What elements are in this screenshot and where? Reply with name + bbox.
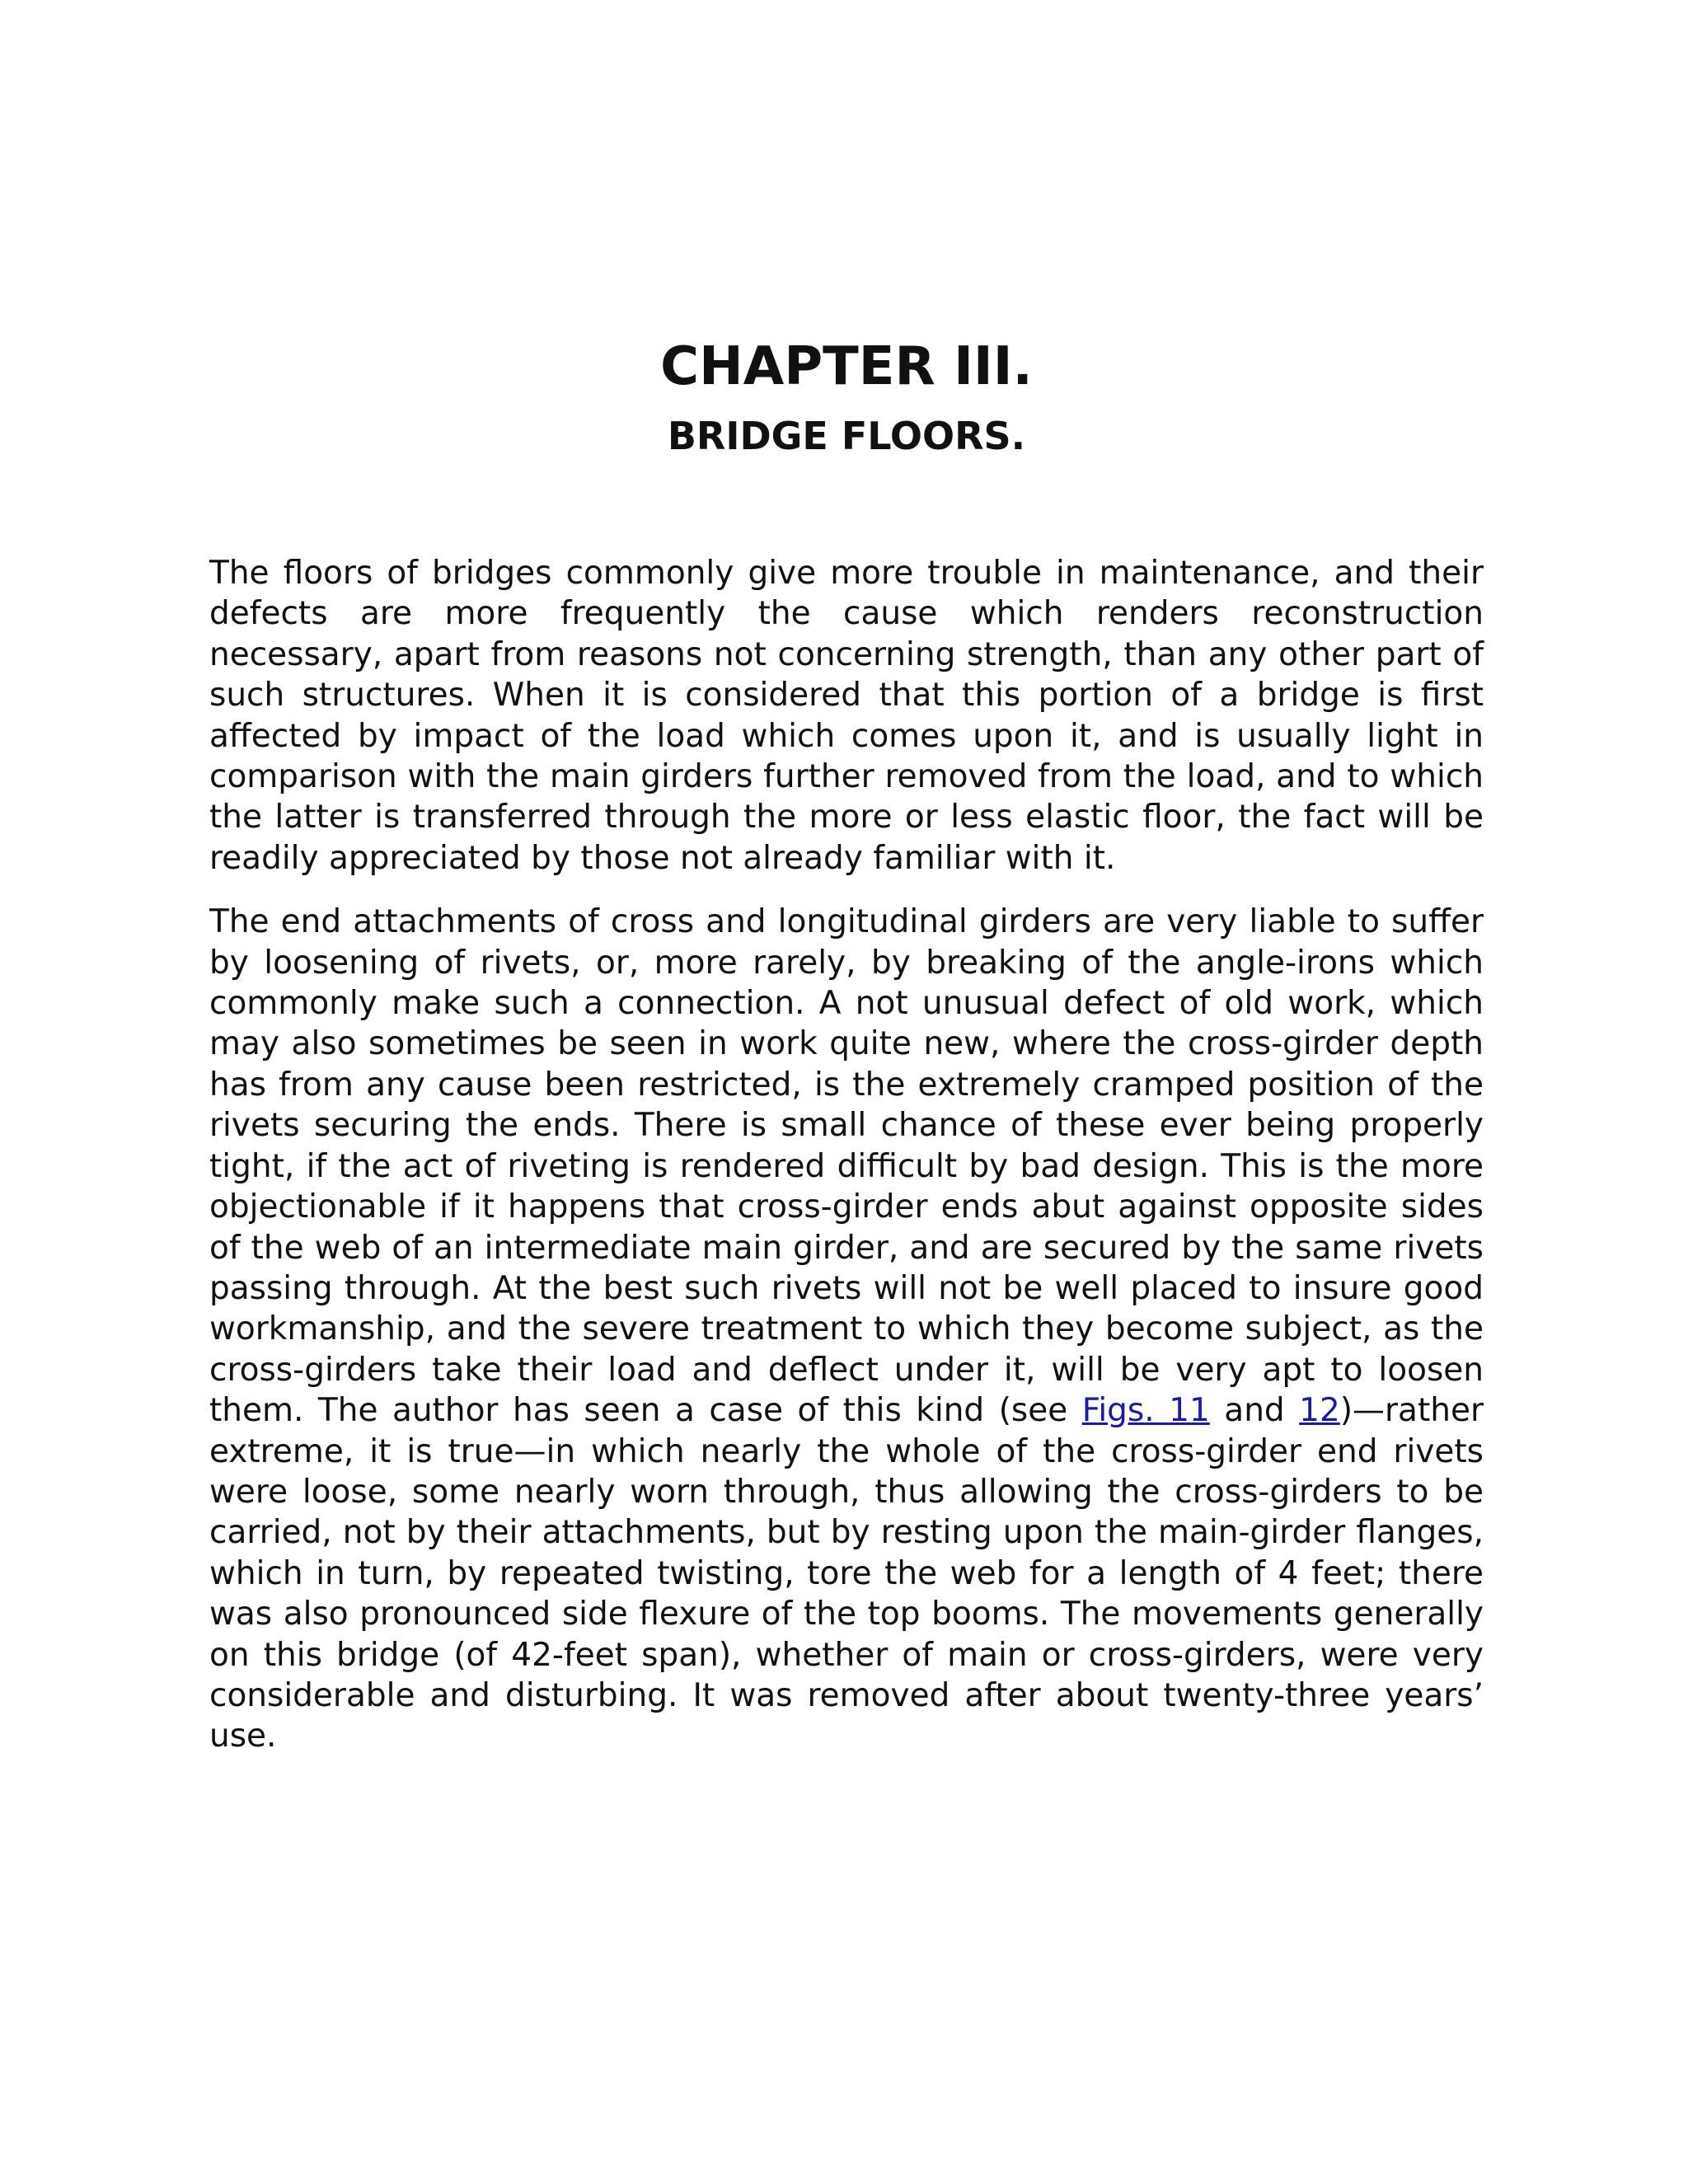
paragraph-2-text-between: and (1209, 1392, 1300, 1430)
fig-12-link[interactable]: 12 (1299, 1392, 1340, 1430)
chapter-page (209, 334, 1484, 1780)
chapter-body (209, 553, 1484, 1757)
chapter-subtitle: BRIDGE FLOORS. (667, 414, 1026, 458)
paragraph-2-text-start: The end attachments of cross and longitudinal girders are very liable to suffer by loosening of rivets, or, more rarely, by breaking of the angle-irons which commonly make such a connection. A not unusual defect of old work, which may also sometimes be seen in work quite new, where the cross-girder depth has from any cause been restricted, is the extremely cramped position of the rivets securing the ends. There is small chance of these ever being properly tight, if the act of riveting is rendered difficult by bad design. This is the more objectionable if it happens that cross-girder ends abut against opposite sides of the web of an intermediate main girder, and are secured by the same rivets passing through. At the best such rivets will not be well placed to insure good workmanship, and the severe treatment to which they become subject, as the cross-girders take their load and deflect under it, will be very apt to loosen them. The author has seen a case of this kind (see (209, 903, 1484, 1430)
paragraph-2 (209, 902, 1484, 1757)
figs-11-link[interactable]: Figs. 11 (1081, 1392, 1210, 1430)
paragraph-2-text-end: )—rather extreme, it is true—in which nearly the whole of the cross-girder end rivets were loose, some nearly worn through, thus allowing the cross-girders to be carried, not by their attachments, but by resting upon the main-girder flanges, which in turn, by repeated twisting, tore the web for a length of 4 feet; there was also pronounced side flexure of the top booms. The movements generally on this bridge (of 42-feet span), whether of main or cross-girders, were very considerable and disturbing. It was removed after about twenty-three years’ use. (209, 1392, 1484, 1755)
chapter-title: CHAPTER III. (660, 336, 1033, 397)
paragraph-1: The floors of bridges commonly give more trouble in maintenance, and their defects are more frequently the cause which renders reconstruction necessary, apart from reasons not concerning strength, than any other part of such structures. When it is considered that this portion of a bridge is first affected by impact of the load which comes upon it, and is usually light in comparison with the main girders further removed from the load, and to which the latter is transferred through the more or less elastic floor, the fact will be readily appreciated by those not already familiar with it. (209, 555, 1484, 877)
